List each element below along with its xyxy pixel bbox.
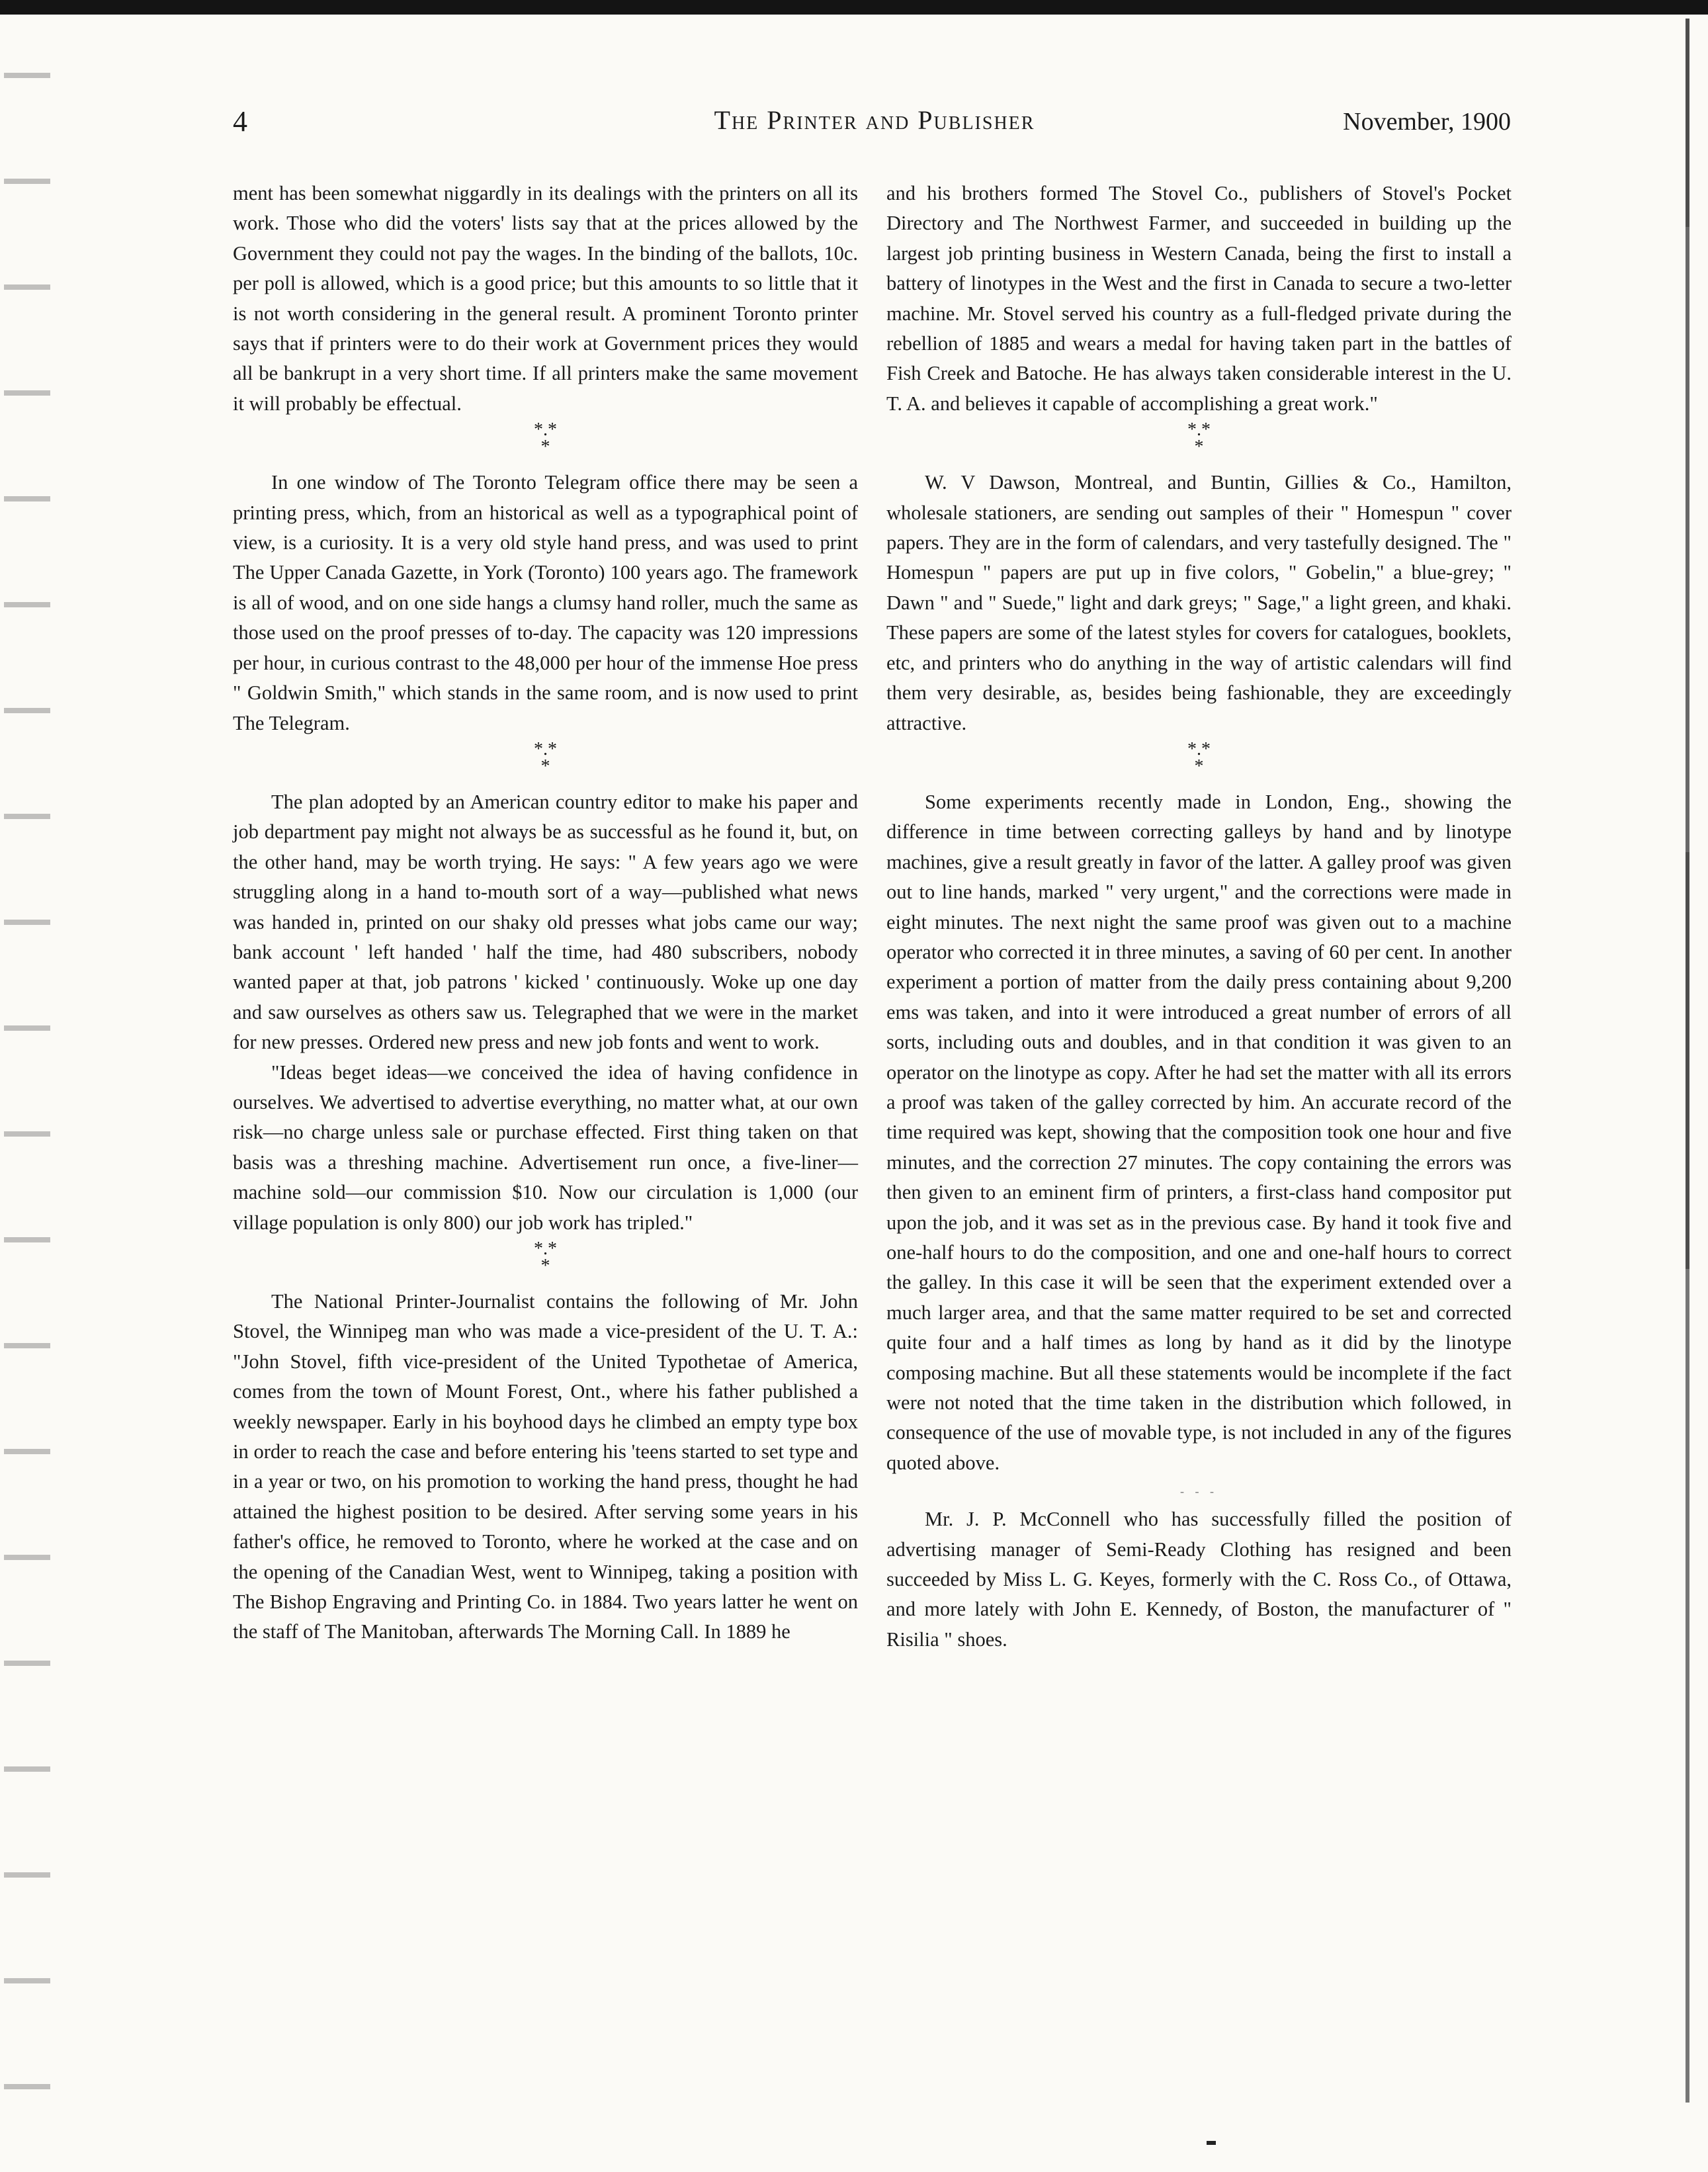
right-column xyxy=(886,179,1512,1655)
article-paragraph: The National Printer-Journalist contains the following of Mr. John Stovel, the Winnipeg man who was made a vice-president of the U. T. A.: "John Stovel, fifth vice-president of the United Typothetae of America, comes from the town of Mount Forest, Ont., where his father published a weekly newspaper. Early in his boyhood days he climbed an empty type box in order to reach the case and before entering his 'teens started to set type and in a year or two, on his promotion to working the hand press, thought he had attained the highest position to be desired. After serving some years in his father's office, he removed to Toronto, where he worked at the case and on the opening of the Canadian West, went to Winnipeg, taking a position with The Bishop Engraving and Printing Co. in 1884. Two years latter he went on the staff of The Manitoban, afterwards The Morning Call. In 1889 he xyxy=(233,1290,858,1643)
asterism-top: *.* xyxy=(534,1238,557,1259)
page-number: 4 xyxy=(233,105,247,138)
section-asterism xyxy=(886,738,1512,782)
right-border-rule xyxy=(1686,19,1689,2103)
asterism-bottom: * xyxy=(540,756,550,777)
asterism-bottom: * xyxy=(540,437,550,458)
asterism-bottom: * xyxy=(1194,437,1204,458)
section-asterism xyxy=(233,1240,858,1281)
asterism-bottom: * xyxy=(540,1256,550,1276)
article-paragraph: Some experiments recently made in London, Eng., showing the difference in time between correcting galleys by hand and by linotype machines, give a result greatly in favor of the latter. A galley proof was given out to line hands, marked " very urgent," and the corrections were made in eight minutes. The next night the same proof was given out to a machine operator who corrected it in three minutes, a saving of 60 per cent. In another experiment a portion of matter from the daily press containing about 9,200 ems was taken, and into it were introduced a great number of errors of all sorts, including outs and doubles, and in that condition it was given to an operator on the linotype as copy. After he had set the matter with all its errors a proof was taken of the galley corrected by him. An accurate record of the time required was kept, showing that the composition took one hour and five minutes, and the correction 27 minutes. The copy containing the errors was then given to an eminent firm of printers, a first-class hand compositor put upon the job, and it was set as in the previous case. By hand it took five and one-half hours to do the composition, and one and one-half hours to correct the galley. In this case it will be seen that the experiment extended over a much larger area, and that the same matter required to be set and corrected quite four and a half times as long by hand as it did by the linotype composing machine. But all these statements would be incomplete if the fact were not noted that the time taken in the distribution which followed, in consequence of the use of movable type, is not included in any of the figures quoted above. xyxy=(886,790,1512,1474)
page-header xyxy=(233,105,1511,144)
asterism-top: *.* xyxy=(534,738,557,760)
section-asterism xyxy=(233,738,858,782)
article-paragraph: The plan adopted by an American country editor to make his paper and job department pay might not always be as successful as he found it, but, on the other hand, may be worth trying. He says: " A few years ago we were struggling along in a hand to-mouth sort of a way—published what news was handed in, printed on our shaky old presses what jobs came our way; bank account ' left handed ' half the time, had 480 subscribers, nobody wanted paper at that, job patrons ' kicked ' continuously. Woke up one day and saw ourselves as others saw us. Telegraphed that we were in the market for new presses. Ordered new press and new job fonts and went to work. xyxy=(233,790,858,1054)
top-border-rule xyxy=(0,0,1708,15)
article-paragraph: Mr. J. P. McConnell who has successfully filled the position of advertising manager of Semi-Ready Clothing has resigned and been succeeded by Miss L. G. Keyes, formerly with the C. Ross Co., of Ottawa, and more lately with John E. Kennedy, of Boston, the manufacturer of " Risilia " shoes. xyxy=(886,1508,1512,1651)
article-paragraph: In one window of The Toronto Telegram office there may be seen a printing press, which, from an historical as well as a typographical point of view, is a curiosity. It is a very old style hand press, and was used to print The Upper Canada Gazette, in York (Toronto) 100 years ago. The framework is all of wood, and on one side hangs a clumsy hand roller, much the same as those used on the proof presses of to-day. The capacity was 120 impressions per hour, in curious contrast to the 48,000 per hour of the immense Hoe press " Goldwin Smith," which stands in the same room, and is now used to print The Telegram. xyxy=(233,471,858,734)
asterism-bottom: * xyxy=(1194,756,1204,777)
article-paragraph: ment has been somewhat niggardly in its dealings with the printers on all its work. Those who did the voters' lists say that at the prices allowed by the Government they could not pay the wages. In the binding of the ballots, 10c. per poll is allowed, which is a good price; but this amounts to so little that it is not worth considering in the general result. A prominent Toronto printer says that if printers were to do their work at Government prices they would all be bankrupt in a very short time. If all printers make the same movement it will probably be effectual. xyxy=(233,182,858,415)
issue-date: November, 1900 xyxy=(1343,108,1511,136)
footer-mark xyxy=(1207,2141,1216,2145)
article-paragraph: and his brothers formed The Stovel Co., publishers of Stovel's Pocket Directory and The Northwest Farmer, and succeeded in building up the largest job printing business in Western Canada, being the first to install a battery of linotypes in the West and the first in Canada to secure a two-letter machine. Mr. Stovel served his country as a full-fledged private during the rebellion of 1885 and wears a medal for having taken part in the battles of Fish Creek and Batoche. He has always taken considerable interest in the U. T. A. and believes it capable of accomplishing a great work." xyxy=(886,182,1512,415)
binding-edge-marks xyxy=(4,26,50,2130)
section-divider: - - - xyxy=(1180,1485,1218,1499)
running-title: The Printer and Publisher xyxy=(714,105,1035,135)
section-asterism xyxy=(233,421,858,462)
article-paragraph: W. V Dawson, Montreal, and Buntin, Gillies & Co., Hamilton, wholesale stationers, are sending out samples of their " Homespun " cover papers. They are in the form of calendars, and very tastefully designed. The " Homespun " papers are put up in five colors, " Gobelin," a blue-grey; " Dawn " and " Suede," light and dark greys; " Sage," a light green, and khaki. These papers are some of the latest styles for covers for catalogues, booklets, etc, and printers who do anything in the way of artistic calendars will find them very desirable, as, besides being fashionable, they are exceedingly attractive. xyxy=(886,471,1512,734)
article-paragraph: "Ideas beget ideas—we conceived the idea of having confidence in ourselves. We advertised to advertise everything, no matter what, at our own risk—no charge unless sale or purchase effected. First thing taken on that basis was a threshing machine. Advertisement run once, a five-liner—machine sold—our commission $10. Now our circulation is 1,000 (our village population is only 800) our job work has tripled." xyxy=(233,1061,858,1234)
asterism-top: *.* xyxy=(534,419,557,441)
left-column xyxy=(233,179,858,1647)
asterism-top: *.* xyxy=(1187,419,1211,441)
section-asterism xyxy=(886,421,1512,462)
asterism-top: *.* xyxy=(1187,738,1211,760)
